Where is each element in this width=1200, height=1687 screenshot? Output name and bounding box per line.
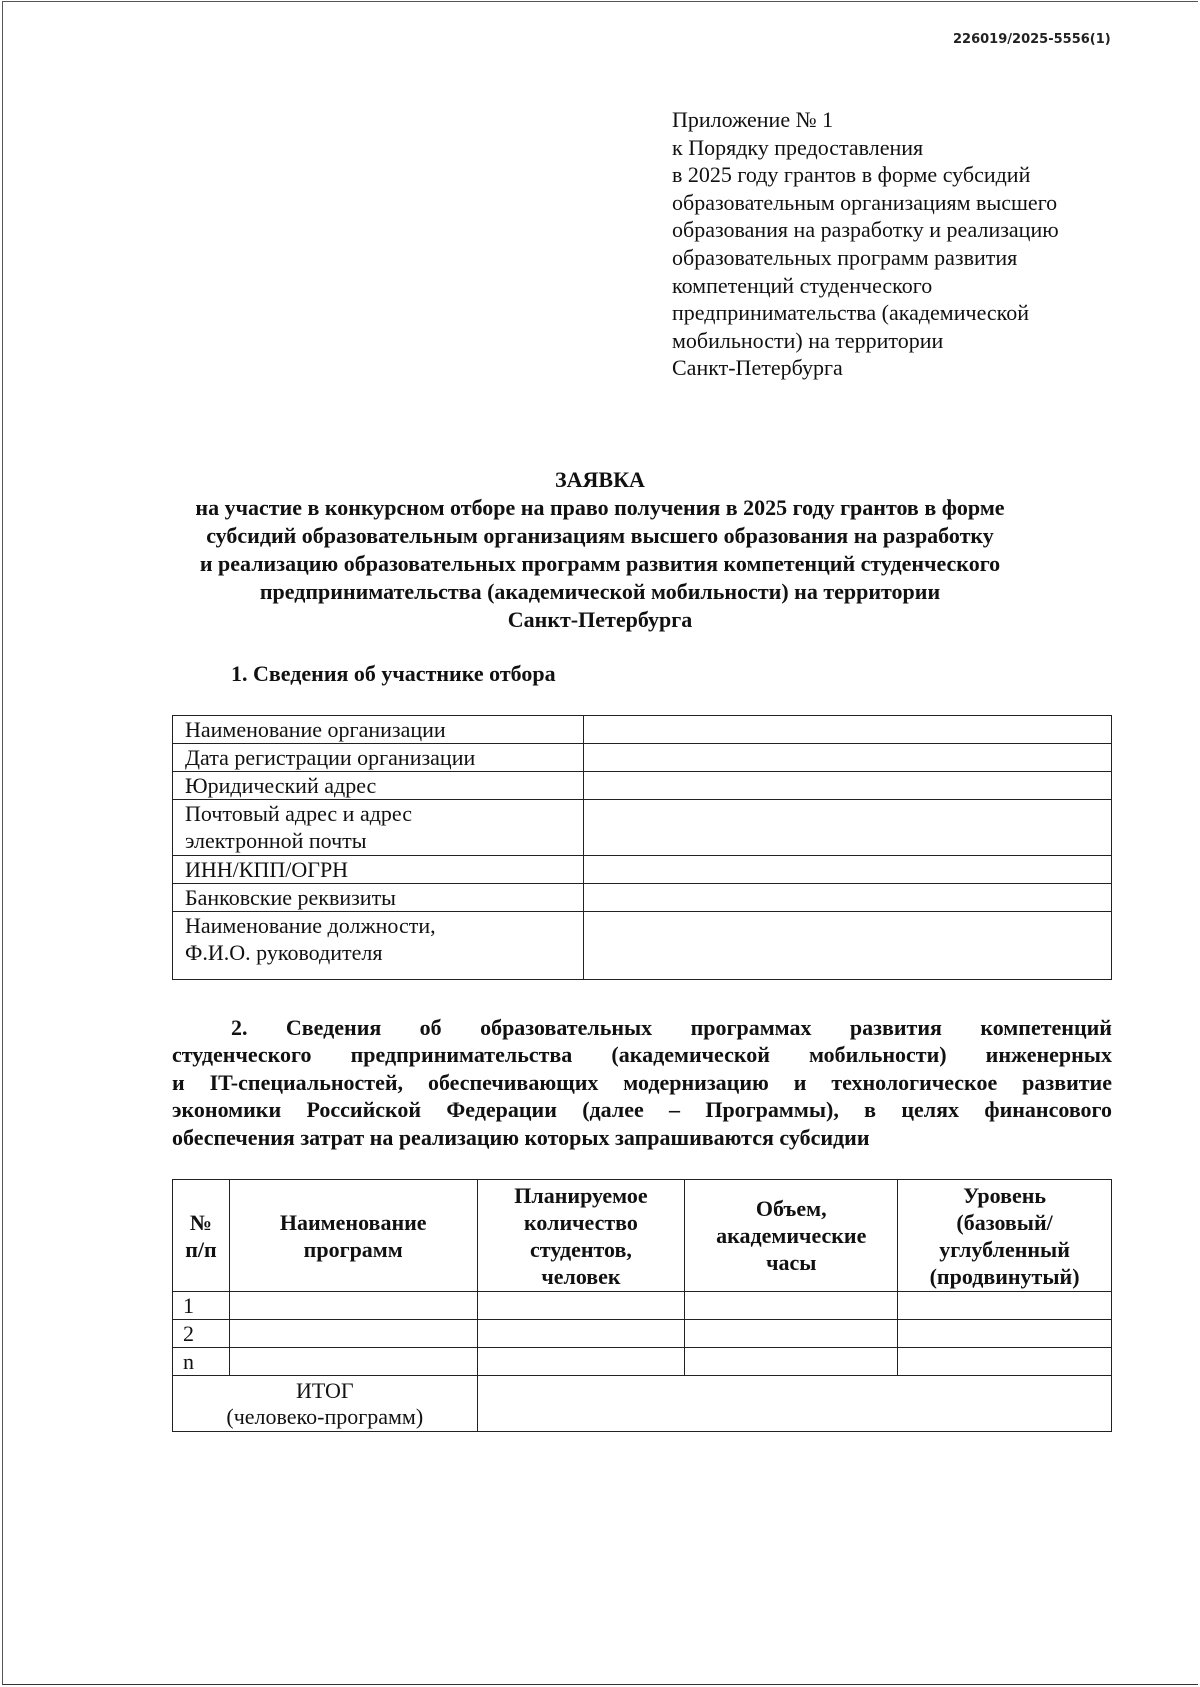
row-label-line: электронной почты: [185, 828, 367, 853]
table-row: [173, 856, 1112, 884]
row-label: [173, 884, 584, 912]
table-row: [173, 912, 1112, 980]
application-title: [150, 466, 1050, 634]
paragraph-line: студенческого предпринимательства (академической мобильности) инженерных: [172, 1042, 1112, 1068]
header-line: количество: [524, 1209, 638, 1235]
table-row: [173, 772, 1112, 800]
header-number: [173, 1180, 230, 1292]
header-line: студентов,: [530, 1236, 632, 1262]
program-name-cell[interactable]: [229, 1292, 477, 1320]
row-value-cell[interactable]: [584, 912, 1112, 980]
table-header-row: [173, 1180, 1112, 1292]
total-label-line: ИТОГ: [295, 1377, 354, 1403]
appendix-block: [672, 106, 1172, 382]
appendix-line: предпринимательства (академической: [672, 300, 1029, 326]
title-line: субсидий образовательным организациям высшего образования на разработку: [206, 523, 994, 548]
row-label: [173, 772, 584, 800]
header-line: п/п: [185, 1236, 217, 1262]
paragraph-line: 2. Сведения об образовательных программах развития компетенций: [231, 1015, 1112, 1040]
row-label: [173, 716, 584, 744]
row-value-cell[interactable]: [584, 744, 1112, 772]
header-line: Планируемое: [514, 1182, 648, 1208]
title-line: Санкт-Петербурга: [507, 607, 693, 632]
row-label: [173, 744, 584, 772]
planned-students-cell[interactable]: [477, 1320, 685, 1348]
header-volume-hours: [685, 1180, 898, 1292]
table-row: [173, 744, 1112, 772]
table-row: [173, 1348, 1112, 1376]
row-label-line: Банковские реквизиты: [185, 885, 396, 910]
table-row: [173, 1292, 1112, 1320]
header-line: часы: [766, 1250, 817, 1275]
section2-paragraph: [172, 1014, 1112, 1151]
row-value-cell[interactable]: [584, 884, 1112, 912]
row-label: [173, 912, 584, 980]
title-heading: ЗАЯВКА: [555, 467, 645, 492]
section1-heading: 1. Сведения об участнике отбора: [231, 661, 556, 686]
header-line: №: [189, 1209, 212, 1235]
planned-students-cell[interactable]: [477, 1348, 685, 1376]
row-number: 2: [173, 1320, 230, 1348]
header-line: человек: [541, 1263, 621, 1289]
row-label: [173, 800, 584, 856]
paragraph-line: обеспечения затрат на реализацию которых запрашиваются субсидии: [172, 1124, 870, 1150]
paragraph-line: экономики Российской Федерации (далее – Программы), в целях финансового: [172, 1097, 1112, 1123]
title-line: предпринимательства (академической мобильности) на территории: [259, 579, 941, 604]
total-label-line: (человеко-программ): [226, 1403, 424, 1429]
appendix-line: Приложение № 1: [672, 107, 834, 132]
table-row: [173, 884, 1112, 912]
program-name-cell[interactable]: [229, 1348, 477, 1376]
header-line: Объем,: [755, 1196, 827, 1221]
row-label: [173, 856, 584, 884]
header-level: [898, 1180, 1112, 1292]
appendix-line: образовательных программ развития: [672, 244, 1018, 270]
table-total-row: [173, 1376, 1112, 1432]
header-line: (продвинутый): [929, 1263, 1080, 1289]
row-label-line: Юридический адрес: [185, 773, 377, 798]
appendix-line: в 2025 году грантов в форме субсидий: [672, 162, 1031, 188]
header-planned-students: [477, 1180, 685, 1292]
appendix-line: образовательным организациям высшего: [672, 189, 1058, 215]
appendix-line: мобильности) на территории: [672, 327, 944, 353]
volume-hours-cell[interactable]: [685, 1320, 898, 1348]
level-cell[interactable]: [898, 1292, 1112, 1320]
total-value-cell[interactable]: [477, 1376, 1111, 1432]
row-label-line: Почтовый адрес и адрес: [185, 801, 412, 826]
volume-hours-cell[interactable]: [685, 1348, 898, 1376]
row-label-line: Ф.И.О. руководителя: [185, 940, 383, 965]
document-id: 226019/2025-5556(1): [953, 32, 1111, 47]
row-label-line: Наименование должности,: [185, 913, 436, 938]
header-line: углубленный: [939, 1236, 1070, 1262]
row-number: 1: [173, 1292, 230, 1320]
participant-info-table: [172, 715, 1112, 980]
planned-students-cell[interactable]: [477, 1292, 685, 1320]
row-label-line: ИНН/КПП/ОГРН: [185, 857, 349, 882]
appendix-line: Санкт-Петербурга: [672, 355, 843, 381]
row-value-cell[interactable]: [584, 716, 1112, 744]
program-name-cell[interactable]: [229, 1320, 477, 1348]
total-label: [173, 1376, 478, 1432]
row-number: n: [173, 1348, 230, 1376]
title-line: на участие в конкурсном отборе на право получения в 2025 году грантов в форме: [195, 495, 1005, 520]
appendix-line: к Порядку предоставления: [672, 134, 924, 160]
paragraph-line: и IT-специальностей, обеспечивающих модернизацию и технологическое развитие: [172, 1069, 1112, 1095]
header-line: Наименование: [279, 1209, 427, 1235]
row-label-line: Дата регистрации организации: [185, 745, 476, 770]
table-row: [173, 716, 1112, 744]
table-row: [173, 800, 1112, 856]
header-program-name: [229, 1180, 477, 1292]
volume-hours-cell[interactable]: [685, 1292, 898, 1320]
programs-table: [172, 1179, 1112, 1432]
row-value-cell[interactable]: [584, 772, 1112, 800]
level-cell[interactable]: [898, 1348, 1112, 1376]
header-line: программ: [303, 1236, 403, 1262]
level-cell[interactable]: [898, 1320, 1112, 1348]
header-line: (базовый/: [956, 1209, 1053, 1235]
appendix-line: образования на разработку и реализацию: [672, 217, 1059, 243]
row-value-cell[interactable]: [584, 800, 1112, 856]
row-label-line: Наименование организации: [185, 717, 446, 742]
header-line: Уровень: [963, 1182, 1047, 1208]
header-line: академические: [716, 1223, 867, 1248]
title-line: и реализацию образовательных программ развития компетенций студенческого: [199, 551, 1001, 576]
appendix-line: компетенций студенческого: [672, 272, 933, 298]
row-value-cell[interactable]: [584, 856, 1112, 884]
table-row: [173, 1320, 1112, 1348]
